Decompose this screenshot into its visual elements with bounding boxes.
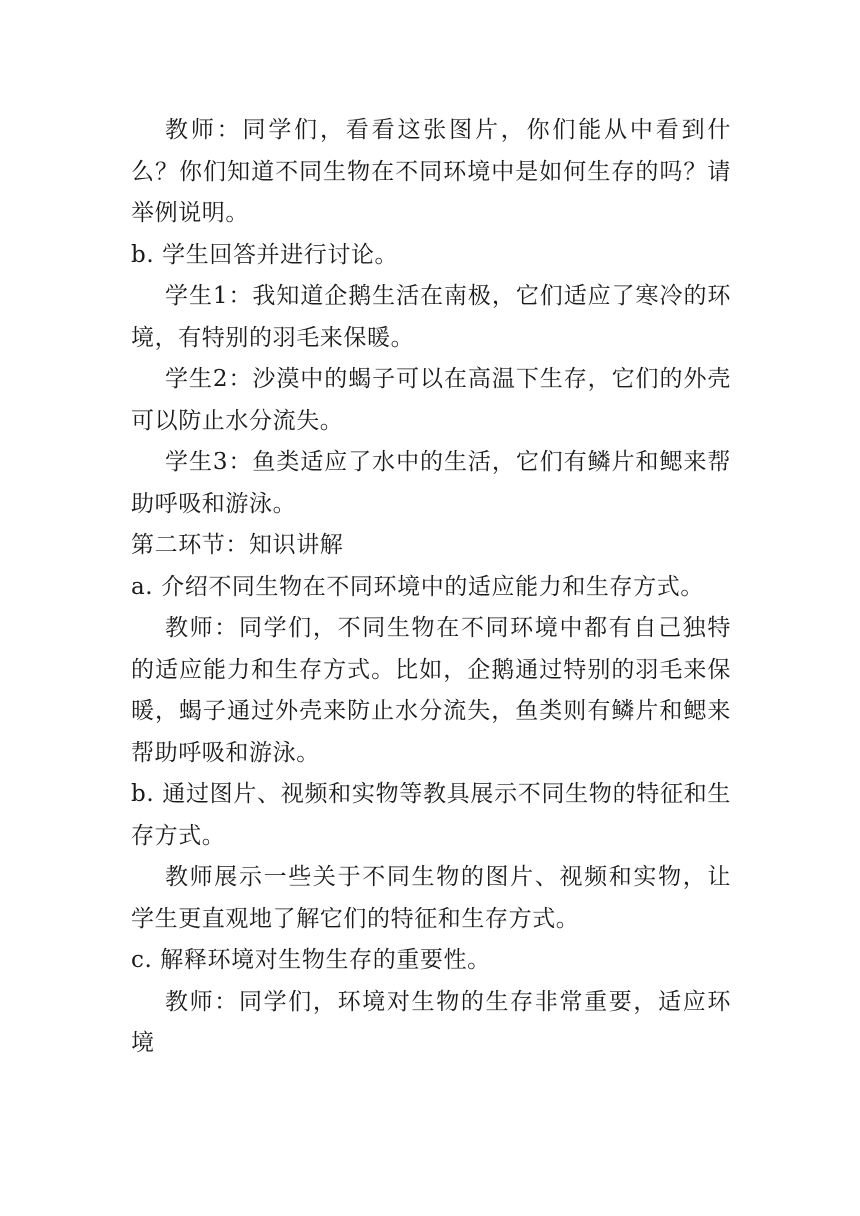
paragraph-student-3: 学生3：鱼类适应了水中的生活，它们有鳞片和鳃来帮助呼吸和游泳。 — [131, 449, 731, 517]
paragraph-student-2: 学生2：沙漠中的蝎子可以在高温下生存，它们的外壳可以防止水分流失。 — [131, 366, 731, 434]
paragraph-step-b-discussion: b. 学生回答并进行讨论。 — [131, 241, 399, 268]
document-body — [131, 110, 731, 1065]
section-heading-knowledge: 第二环节：知识讲解 — [131, 532, 344, 558]
paragraph-step-a-intro: a. 介绍不同生物在不同环境中的适应能力和生存方式。 — [131, 573, 704, 600]
paragraph-step-b-display: b. 通过图片、视频和实物等教具展示不同生物的特征和生存方式。 — [131, 781, 731, 849]
paragraph-teacher-display: 教师展示一些关于不同生物的图片、视频和实物，让学生更直观地了解它们的特征和生存方式。 — [131, 864, 731, 932]
paragraph-student-1: 学生1：我知道企鹅生活在南极，它们适应了寒冷的环境，有特别的羽毛来保暖。 — [131, 283, 731, 351]
paragraph-teacher-question: 教师：同学们，看看这张图片，你们能从中看到什么？你们知道不同生物在不同环境中是如何生存的吗？请举例说明。 — [131, 117, 731, 226]
paragraph-teacher-explanation: 教师：同学们，不同生物在不同环境中都有自己独特的适应能力和生存方式。比如，企鹅通过特别的羽毛来保暖，蝎子通过外壳来防止水分流失，鱼类则有鳞片和鳃来帮助呼吸和游泳。 — [131, 615, 731, 766]
paragraph-step-c-importance: c. 解释环境对生物生存的重要性。 — [131, 947, 491, 973]
paragraph-teacher-environment: 教师：同学们，环境对生物的生存非常重要，适应环境 — [131, 988, 731, 1056]
